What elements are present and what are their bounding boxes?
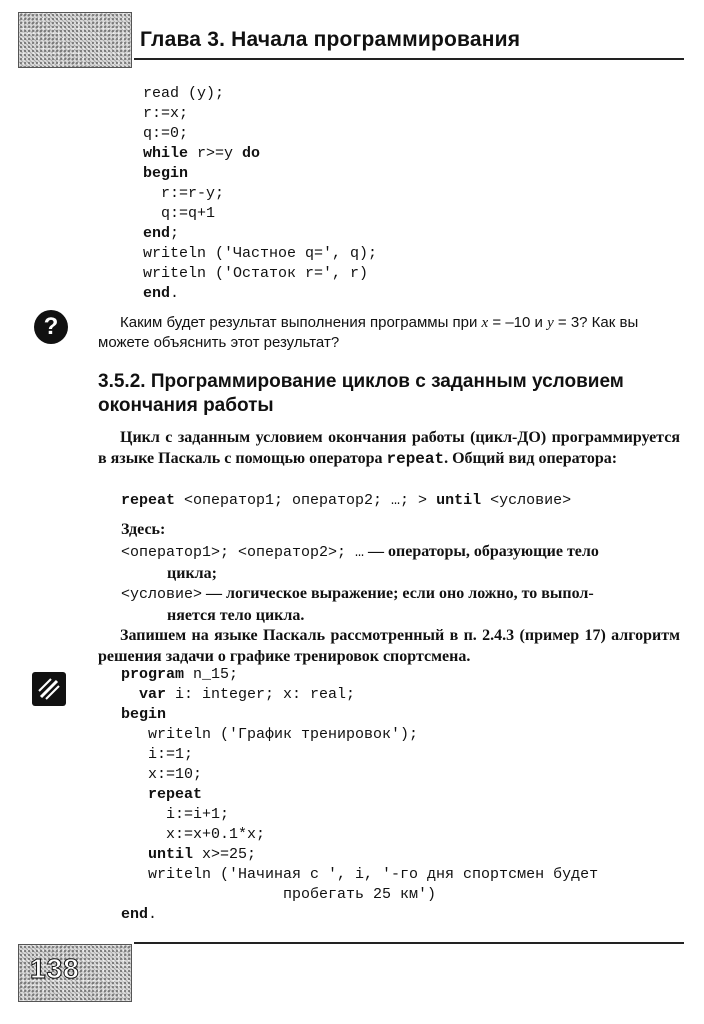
definition-condition: <условие> — логическое выражение; если оно ложно, то выпол- няется тело цикла.: [121, 585, 594, 624]
section-title: 3.5.2. Программирование циклов с заданным условием окончания работы: [98, 371, 624, 416]
page-number: 138: [30, 953, 80, 984]
code-line: while r>=y do: [143, 145, 261, 162]
code-line: writeln ('График тренировок');: [121, 726, 419, 743]
code-line: i:=i+1;: [121, 806, 230, 823]
code-line: end.: [121, 906, 158, 923]
code-line: q:=0;: [143, 125, 189, 142]
code-line: writeln ('Остаток r=', r): [143, 265, 369, 282]
code-line: r:=x;: [143, 105, 189, 122]
code-line: writeln ('Начиная с ', i, '-го дня спортсмен будет: [121, 866, 599, 883]
paragraph-intro: Цикл с заданным условием окончания работы (цикл-ДО) программируется в языке Паскаль с помощью оператора repeat. Общий вид оператора:: [98, 429, 680, 468]
code-line: program n_15;: [121, 666, 239, 683]
code-line: x:=x+0.1*x;: [121, 826, 266, 843]
question-text: Каким будет результат выполнения программы при x = –10 и y = 3? Как вы можете объяснить этот результат?: [98, 314, 639, 351]
repeat-syntax: repeat <оператор1; оператор2; …; > until <условие>: [121, 492, 572, 509]
footer-rule: [134, 942, 684, 944]
code-line: begin: [121, 706, 167, 723]
code-line: q:=q+1: [143, 205, 216, 222]
definition-operators: <оператор1>; <оператор2>; … — операторы, образующие тело цикла;: [121, 543, 599, 582]
code-line: пробегать 25 км'): [121, 886, 437, 903]
code-line: x:=10;: [121, 766, 203, 783]
chapter-header-texture: [18, 12, 132, 68]
code-line: until x>=25;: [148, 846, 257, 863]
program-icon: [32, 672, 66, 706]
code-line: writeln ('Частное q=', q);: [143, 245, 378, 262]
code-line: var i: integer; x: real;: [139, 686, 356, 703]
definitions-heading: Здесь:: [121, 521, 166, 538]
header-rule: [134, 58, 684, 60]
code-line: end.: [143, 285, 180, 302]
question-icon: ?: [34, 310, 68, 344]
code-line: repeat: [148, 786, 203, 803]
code-line: i:=1;: [121, 746, 194, 763]
code-line: r:=r-y;: [143, 185, 225, 202]
code-line: read (y);: [143, 85, 225, 102]
code-line: begin: [143, 165, 189, 182]
code-listing-training: [121, 665, 598, 925]
chapter-title: Глава 3. Начала программирования: [140, 28, 521, 51]
code-listing-division: [143, 84, 377, 304]
code-line: end;: [143, 225, 180, 242]
paragraph-example: Запишем на языке Паскаль рассмотренный в п. 2.4.3 (пример 17) алгоритм решения задачи о графике тренировок спортсмена.: [98, 627, 680, 665]
